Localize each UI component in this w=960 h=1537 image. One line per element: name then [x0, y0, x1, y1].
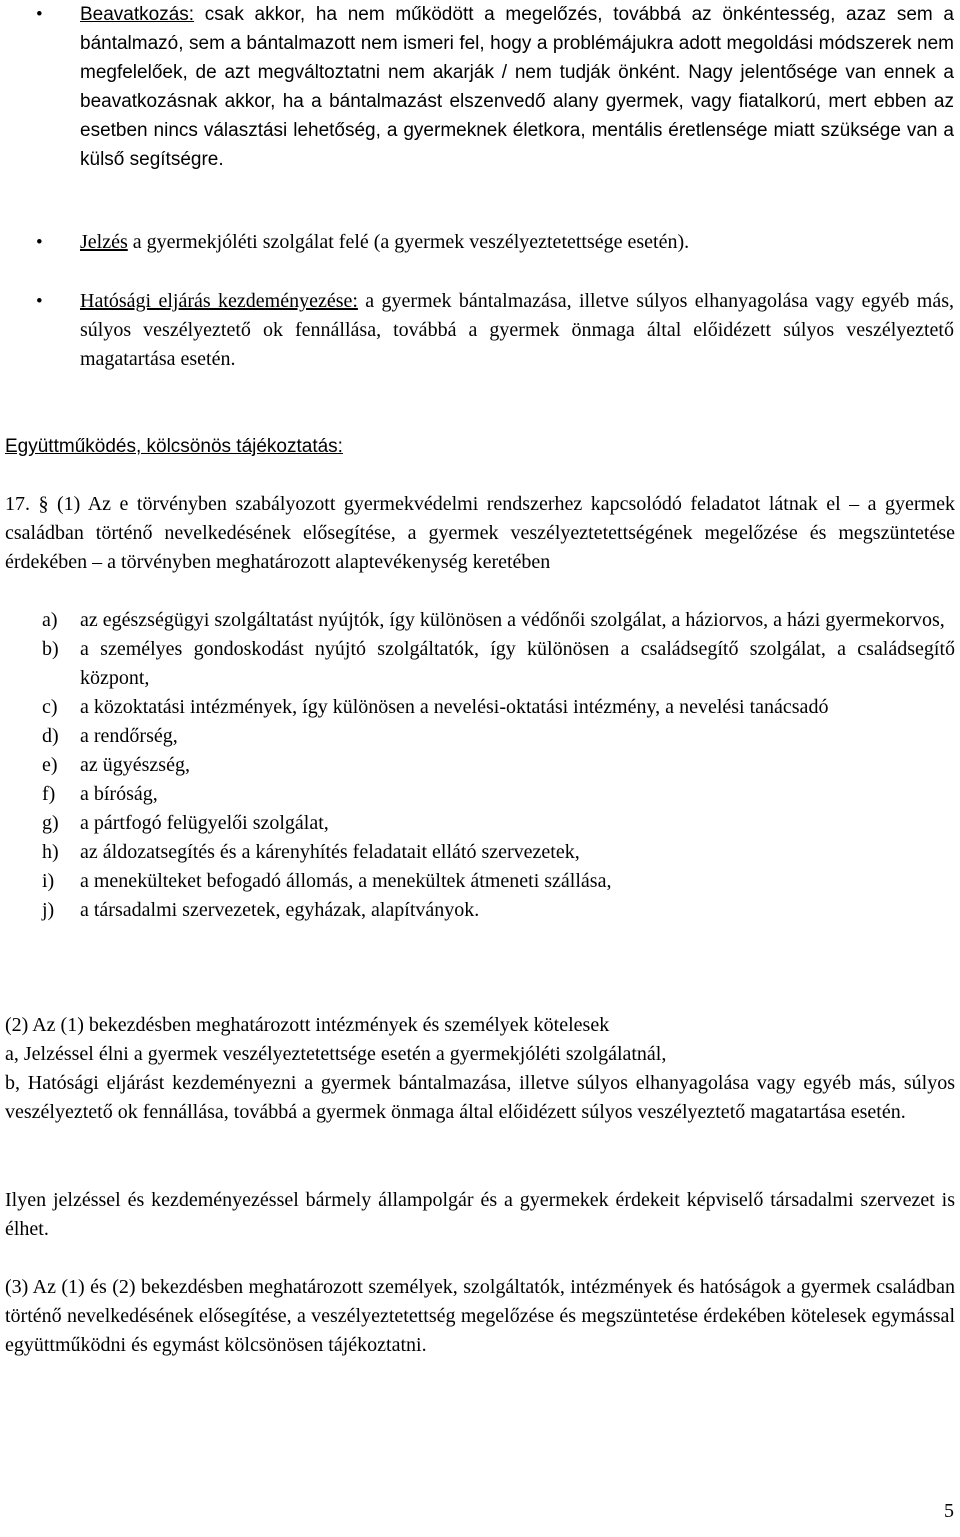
- paragraph-2: [5, 1011, 955, 1127]
- list-item-text: a közoktatási intézmények, így különösen a nevelési-oktatási intézmény, a nevelési tanácsadó: [80, 696, 829, 718]
- list-item-text: az egészségügyi szolgáltatást nyújtók, így különösen a védőnői szolgálat, a háziorvos, a házi gyermekorvos,: [80, 609, 945, 631]
- list-marker: i): [42, 870, 55, 892]
- list-item: [5, 838, 955, 867]
- list-item: [5, 780, 955, 809]
- list-item: [5, 896, 955, 925]
- bullet-lead: Beavatkozás:: [80, 4, 195, 25]
- list-marker: f): [42, 783, 56, 805]
- bullet-list-3: [0, 287, 960, 374]
- bullet-list: [0, 0, 960, 174]
- list-item-text: a rendőrség,: [80, 725, 178, 747]
- list-item: [5, 635, 955, 693]
- list-item-text: a társadalmi szervezetek, egyházak, alapítványok.: [80, 899, 480, 921]
- bullet-text: a gyermek bántalmazása, illetve súlyos elhanyagolása vagy egyéb más, súlyos veszélyeztető ok fennállása, továbbá a gyermek önmaga által előidézett súlyos veszélyeztető magatartása esetén.: [80, 290, 954, 370]
- paragraph-citizen: Ilyen jelzéssel és kezdeményezéssel bármely állampolgár és a gyermekek érdekeit képviselő társadalmi szervezet is élhet.: [5, 1189, 955, 1240]
- bullet-item-hatosagi: [0, 287, 960, 374]
- paragraph-2-head: (2) Az (1) bekezdésben meghatározott intézmények és személyek kötelesek: [5, 1014, 610, 1036]
- list-item: [5, 809, 955, 838]
- list-marker: e): [42, 754, 58, 776]
- list-marker: g): [42, 812, 59, 834]
- paragraph-17: 17. § (1) Az e törvényben szabályozott gyermekvédelmi rendszerhez kapcsolódó feladatot látnak el – a gyermek családban történő nevelkedésének elősegítése, a gyermek veszélyeztetettségének megelőzése és megszüntetése érdekében – a törvényben meghatározott alaptevékenység keretében: [5, 493, 955, 573]
- list-item-text: az ügyészség,: [80, 754, 190, 776]
- bullet-item-jelzes: [0, 228, 960, 257]
- bullet-text: a gyermekjóléti szolgálat felé (a gyermek veszélyeztetettsége esetén).: [127, 231, 690, 253]
- bullet-lead: Jelzés: [80, 231, 128, 253]
- list-item: [5, 867, 955, 896]
- list-item-text: a menekülteket befogadó állomás, a menekültek átmeneti szállása,: [80, 870, 612, 892]
- list-item: [5, 693, 955, 722]
- list-marker: c): [42, 696, 58, 718]
- list-marker: a): [42, 609, 58, 631]
- paragraph-2-b: b, Hatósági eljárást kezdeményezni a gyermek bántalmazása, illetve súlyos elhanyagolása vagy egyéb más, súlyos veszélyeztető ok fennállása, továbbá a gyermek önmaga által előidézett súlyos veszélyeztető magatartása esetén.: [5, 1072, 955, 1123]
- paragraph-3: (3) Az (1) és (2) bekezdésben meghatározott személyek, szolgáltatók, intézmények és hatóságok a gyermek családban történő nevelkedésének elősegítése, a veszélyeztetettség megelőzése és megszüntetése érdekében kötelesek egymással együttműködni és egymást kölcsönösen tájékoztatni.: [5, 1276, 955, 1356]
- institution-list: [5, 606, 955, 925]
- list-item-text: az áldozatsegítés és a kárenyhítés feladatait ellátó szervezetek,: [80, 841, 580, 863]
- paragraph-2-a: a, Jelzéssel élni a gyermek veszélyeztetettsége esetén a gyermekjóléti szolgálatnál,: [5, 1043, 667, 1065]
- bullet-text: csak akkor, ha nem működött a megelőzés, továbbá az önkéntesség, azaz sem a bántalmazó, sem a bántalmazott nem ismeri fel, hogy a problémájukra adott megoldási módszerek nem megfelelőek, de azt megváltoztatni nem akarják / nem tudják önként. Nagy jelentősége van ennek a beavatkozásnak akkor, ha a bántalmazást elszenvedő alany gyermek, vagy fiatalkorú, mert ebben az esetben nincs választási lehetőség, a gyermeknek életkora, mentális éretlensége miatt szüksége van a külső segítségre.: [80, 4, 954, 170]
- list-item-text: a pártfogó felügyelői szolgálat,: [80, 812, 329, 834]
- bullet-dot-icon: •: [36, 4, 43, 25]
- list-item: [5, 751, 955, 780]
- list-item-text: a személyes gondoskodást nyújtó szolgáltatók, így különösen a családsegítő szolgálat, a családsegítő központ,: [80, 638, 955, 689]
- list-marker: d): [42, 725, 59, 747]
- list-marker: j): [42, 899, 55, 921]
- list-marker: b): [42, 638, 59, 660]
- bullet-dot-icon: •: [36, 291, 43, 312]
- list-marker: h): [42, 841, 59, 863]
- bullet-list-2: [0, 228, 960, 257]
- page-number: 5: [944, 1500, 954, 1522]
- section-title: Együttműködés, kölcsönös tájékoztatás:: [5, 436, 343, 457]
- list-item: [5, 722, 955, 751]
- list-item: [5, 606, 955, 635]
- bullet-lead: Hatósági eljárás kezdeményezése:: [80, 290, 358, 312]
- bullet-item-beavatkozas: [0, 0, 960, 174]
- bullet-dot-icon: •: [36, 232, 43, 253]
- list-item-text: a bíróság,: [80, 783, 158, 805]
